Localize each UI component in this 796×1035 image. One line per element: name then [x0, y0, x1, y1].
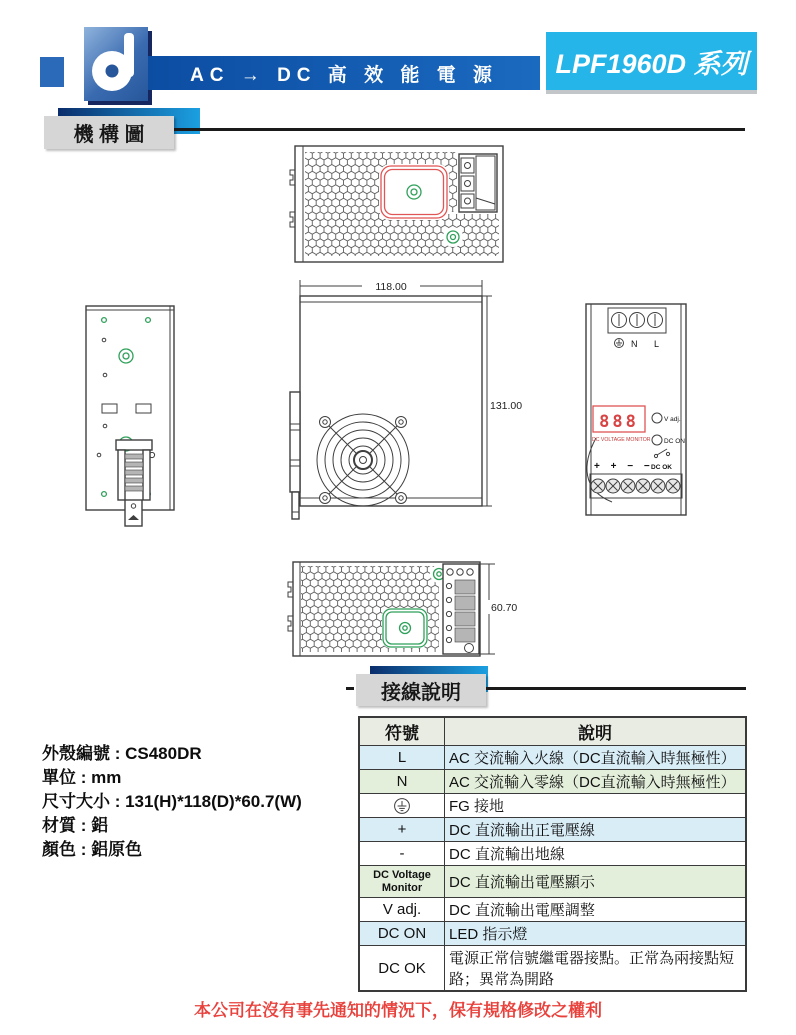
spec-dimensions: 尺寸大小 : 131(H)*118(D)*60.7(W) [42, 792, 302, 811]
symbol-cell: DC ON [359, 922, 445, 946]
display-label: DC VOLTAGE MONITOR [592, 437, 651, 443]
section-mechanism-title: 機 構 圖 [73, 124, 145, 146]
brand-logo-glyph [84, 27, 148, 101]
dim-depth-label: 60.70 [491, 602, 518, 614]
dcon-label: DC ON [664, 438, 685, 445]
ac-terminal-labels: N L [631, 339, 667, 349]
display-value: 888 [599, 412, 639, 432]
symbol-cell: V adj. [359, 898, 445, 922]
description-cell: FG 接地 [445, 794, 747, 818]
symbol-cell: N [359, 770, 445, 794]
rear-view-drawing [78, 298, 190, 530]
description-cell: DC 直流輸出電壓調整 [445, 898, 747, 922]
dcok-label: DC OK [651, 464, 672, 471]
symbol-cell: DC OK [359, 946, 445, 992]
symbol-cell [359, 794, 445, 818]
section-wiring-box [356, 674, 486, 706]
symbol-cell: L [359, 746, 445, 770]
protective-earth-icon [393, 797, 411, 815]
bottom-view-drawing [283, 556, 533, 664]
description-cell: DC 直流輸出電壓顯示 [445, 866, 747, 898]
description-cell: DC 直流輸出正電壓線 [445, 818, 747, 842]
series-title [546, 32, 757, 90]
col-header-description: 說明 [445, 717, 747, 746]
top-view-drawing [285, 142, 511, 266]
spec-unit: 單位 : mm [42, 768, 122, 787]
dim-width-label: 118.00 [375, 281, 407, 293]
banner-text: AC → DC 高 效 能 電 源 [190, 64, 498, 86]
spec-case-number: 外殼編號 : CS480DR [42, 744, 202, 763]
wiring-table [358, 716, 747, 992]
description-cell: LED 指示燈 [445, 922, 747, 946]
table-row [359, 818, 746, 842]
table-row [359, 770, 746, 794]
terminal-block [443, 564, 479, 654]
section-rule-left [346, 687, 354, 690]
symbol-cell: - [359, 842, 445, 866]
dim-height-label: 131.00 [490, 400, 523, 412]
section-mechanism-box [44, 116, 174, 149]
section-rule [174, 128, 745, 131]
table-row [359, 922, 746, 946]
table-header-row [359, 717, 746, 746]
table-row [359, 898, 746, 922]
brand-logo-icon [84, 27, 148, 101]
rights-notice: 本公司在沒有事先通知的情況下，保有規格修改之權利 [194, 1001, 602, 1020]
front-view-drawing [278, 272, 528, 528]
din-clip [290, 392, 300, 519]
table-row [359, 842, 746, 866]
section-rule [486, 687, 746, 690]
banner [148, 56, 540, 90]
col-header-symbol: 符號 [359, 717, 445, 746]
table-row [359, 746, 746, 770]
section-wiring-title: 接線說明 [381, 681, 461, 704]
spec-color: 顏色 : 鋁原色 [42, 840, 143, 859]
description-cell: DC 直流輸出地線 [445, 842, 747, 866]
spec-material: 材質 : 鋁 [42, 816, 109, 835]
section-wiring-header [356, 664, 756, 708]
header-accent-block [40, 57, 64, 87]
description-cell: 電源正常信號繼電器接點。正常為兩接點短路；異常為開路 [445, 946, 747, 992]
table-row [359, 794, 746, 818]
symbol-cell: + [359, 818, 445, 842]
output-polarity-labels: + + − − [594, 461, 654, 472]
description-cell: AC 交流輸入零線（DC直流輸入時無極性） [445, 770, 747, 794]
case-specs [42, 742, 302, 862]
description-cell: AC 交流輸入火線（DC直流輸入時無極性） [445, 746, 747, 770]
table-row [359, 866, 746, 898]
symbol-text: DC Voltage Monitor [373, 868, 431, 894]
panel-view-drawing [578, 298, 700, 524]
series-title-text: LPF1960D 系列 [555, 48, 748, 79]
vadj-label: V adj. [664, 416, 681, 423]
table-row [359, 946, 746, 992]
symbol-cell [359, 866, 445, 898]
